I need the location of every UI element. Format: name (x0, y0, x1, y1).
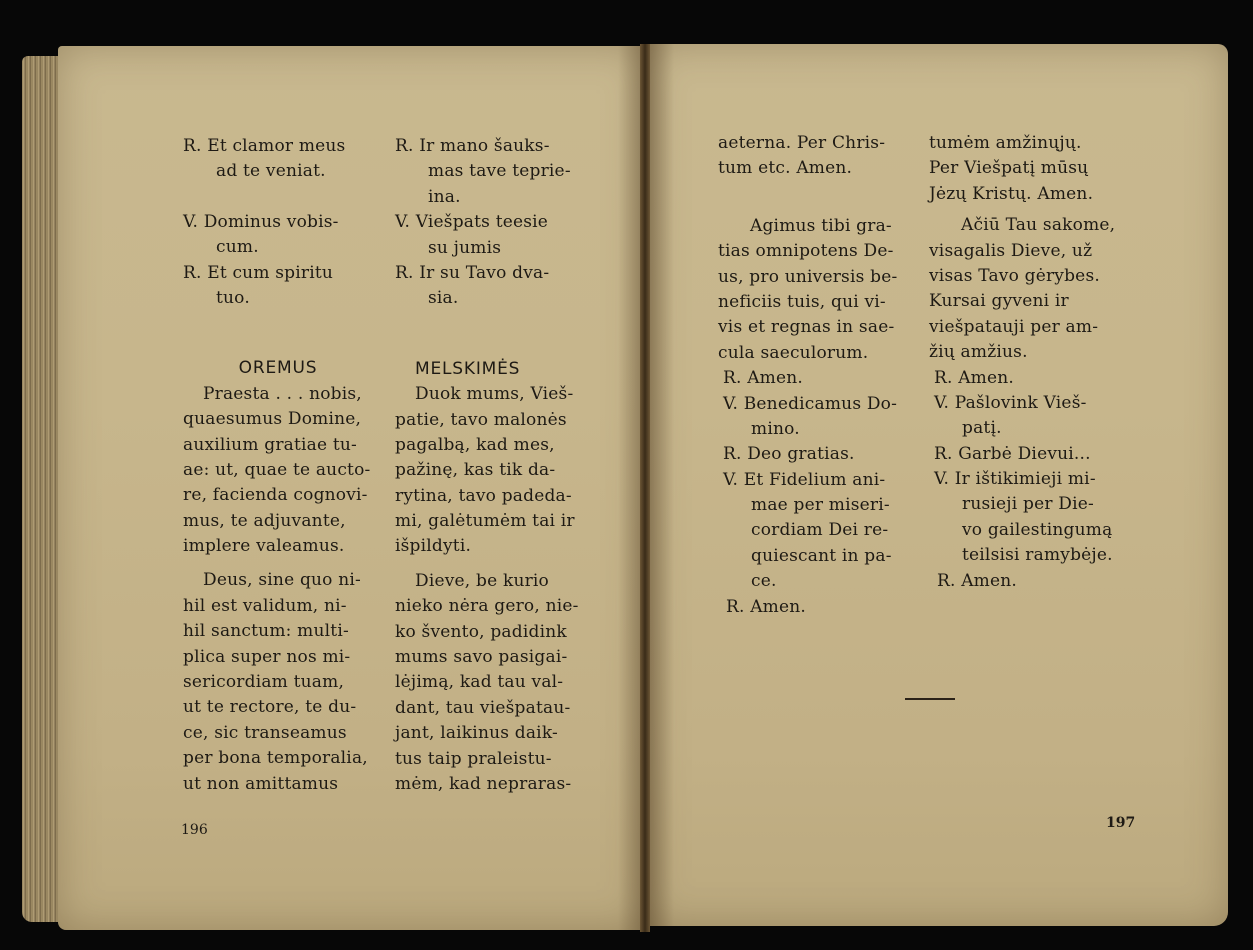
right-lithuanian-column (929, 131, 1129, 594)
text-line: hil sanctum: multi- (183, 621, 349, 642)
text-line: Dieve, be kurio (415, 570, 549, 591)
right-latin-column (718, 131, 913, 620)
text-line: Jėzų Kristų. Amen. (929, 183, 1094, 204)
text-line: plica super nos mi- (183, 646, 351, 667)
text-line: R. Et cum spiritu (183, 262, 334, 283)
text-line: mus, te adjuvante, (183, 510, 346, 531)
text-line: pažinę, kas tik da- (395, 460, 556, 481)
text-line: rusieji per Die- (962, 494, 1094, 515)
text-line: tuo. (216, 287, 250, 308)
text-line: V. Benedicamus Do- (723, 393, 898, 414)
text-line: Duok mums, Vieš- (415, 384, 574, 405)
text-line: tus taip praleistu- (395, 748, 552, 769)
text-line: lėjimą, kad tau val- (395, 672, 564, 693)
text-line: hil est validum, ni- (183, 595, 347, 616)
text-line: cordiam Dei re- (751, 520, 889, 541)
text-line: su jumis (428, 237, 502, 258)
text-line: R. Ir mano šauks- (395, 136, 550, 156)
text-line: aeterna. Per Chris- (718, 133, 886, 153)
text-line: mas tave teprie- (428, 161, 571, 182)
text-line: dant, tau viešpatau- (395, 697, 571, 718)
text-line: R. Amen. (723, 368, 804, 389)
text-line: ae: ut, quae te aucto- (183, 459, 371, 480)
text-line: V. Viešpats teesie (395, 212, 549, 233)
text-line: R. Amen. (937, 570, 1018, 591)
text-line: patį. (962, 418, 1002, 439)
text-line: ce, sic transeamus (183, 722, 347, 743)
text-line: tum etc. Amen. (718, 158, 853, 179)
text-line: žių amžius. (929, 342, 1028, 363)
text-line: vis et regnas in sae- (718, 317, 895, 338)
text-line: visagalis Dieve, už (929, 240, 1093, 261)
text-line: R. Amen. (934, 367, 1015, 388)
left-latin-column (183, 134, 373, 797)
text-line: quiescant in pa- (751, 545, 892, 566)
left-lithuanian-column (395, 134, 585, 797)
text-line: mėm, kad nepraras- (395, 773, 572, 794)
text-line: nieko nėra gero, nie- (395, 596, 579, 617)
text-line: Per Viešpatį mūsų (929, 158, 1089, 179)
text-line: auxilium gratiae tu- (183, 434, 357, 455)
text-line: mums savo pasigai- (395, 647, 568, 668)
text-line: V. Pašlovink Vieš- (934, 392, 1087, 413)
section-heading: OREMUS (238, 358, 318, 379)
page-number-left: 196 (181, 822, 208, 838)
text-line: V. Dominus vobis- (183, 211, 339, 232)
text-line: V. Ir ištikimieji mi- (934, 469, 1096, 490)
text-line: mi, galėtumėm tai ir (395, 511, 575, 532)
text-line: R. Garbė Dievui... (934, 443, 1091, 464)
text-line: teilsisi ramybėje. (962, 545, 1113, 566)
text-line: Praesta . . . nobis, (203, 383, 362, 404)
text-line: ko švento, padidink (395, 621, 567, 642)
text-line: tumėm amžinųjų. (929, 133, 1082, 153)
text-line: cum. (216, 237, 259, 258)
text-line: ad te veniat. (216, 161, 326, 182)
text-line: Agimus tibi gra- (750, 215, 892, 236)
text-line: ut te rectore, te du- (183, 697, 357, 718)
text-line: ut non amittamus (183, 773, 339, 794)
text-line: per bona temporalia, (183, 748, 368, 769)
text-line: jant, laikinus daik- (395, 723, 558, 744)
text-line: ina. (428, 186, 461, 207)
book-spine (640, 44, 650, 932)
text-line: pagalbą, kad mes, (395, 434, 555, 455)
text-line: cula saeculorum. (718, 342, 869, 363)
text-line: neficiis tuis, qui vi- (718, 291, 886, 312)
text-line: tias omnipotens De- (718, 241, 894, 262)
section-heading: MELSKIMĖS (415, 358, 521, 379)
text-line: Kursai gyveni ir (929, 291, 1069, 312)
text-line: R. Ir su Tavo dva- (395, 262, 550, 283)
text-line: sericordiam tuam, (183, 672, 345, 693)
text-line: quaesumus Domine, (183, 409, 362, 430)
text-line: visas Tavo gėrybes. (929, 265, 1100, 286)
text-line: ce. (751, 571, 777, 592)
text-line: R. Et clamor meus (183, 136, 346, 156)
text-line: sia. (428, 288, 459, 309)
text-line: us, pro universis be- (718, 266, 898, 287)
text-line: Ačiū Tau sakome, (961, 215, 1116, 236)
closing-rule (905, 698, 955, 700)
text-line: vo gailestingumą (962, 519, 1113, 540)
text-line: viešpatauji per am- (929, 316, 1099, 337)
page-number-right: 197 (1106, 815, 1136, 831)
text-line: R. Amen. (726, 596, 807, 617)
text-line: V. Et Fidelium ani- (723, 469, 886, 490)
text-line: mino. (751, 418, 800, 439)
text-line: mae per miseri- (751, 495, 890, 516)
text-line: re, facienda cognovi- (183, 485, 368, 506)
text-line: Deus, sine quo ni- (203, 570, 361, 591)
text-line: patie, tavo malonės (395, 409, 567, 430)
text-line: išpildyti. (395, 536, 472, 557)
text-line: implere valeamus. (183, 536, 345, 557)
text-line: R. Deo gratias. (723, 444, 855, 465)
text-line: rytina, tavo padeda- (395, 485, 572, 506)
